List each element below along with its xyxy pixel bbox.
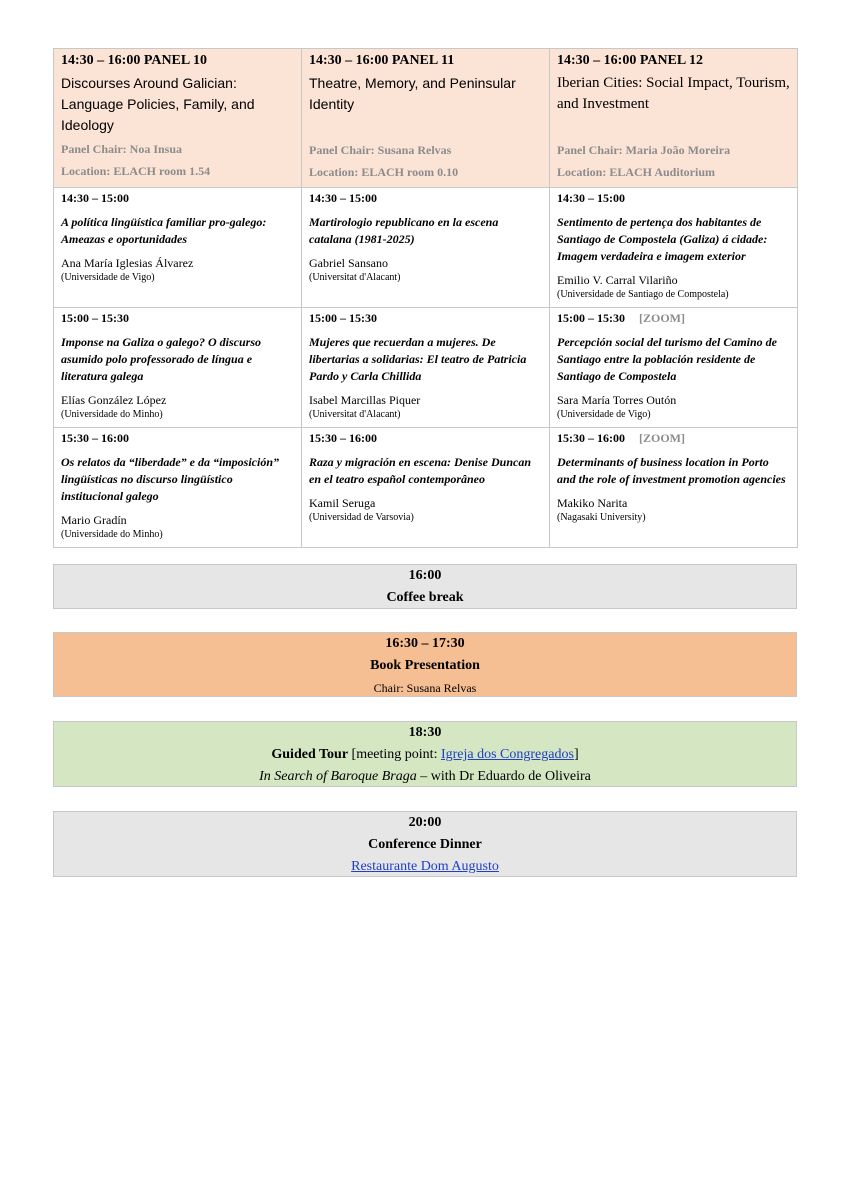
speaker-name: Kamil Seruga bbox=[309, 496, 376, 510]
panel-title: Discourses Around Galician: Language Policies, Family, and Ideology bbox=[61, 75, 255, 133]
panel-chair: Panel Chair: Susana Relvas bbox=[309, 143, 452, 157]
slot-cell bbox=[302, 188, 550, 308]
talk-title: Raza y migración en escena: Denise Duncan en el teatro español contemporâneo bbox=[309, 455, 531, 486]
talk-title: Os relatos da “liberdade” e da “imposición” lingüísticas no discurso lingüístico institucional galego bbox=[61, 455, 279, 503]
slot-cell bbox=[550, 188, 798, 308]
book-label: Book Presentation bbox=[370, 658, 480, 673]
slot-row bbox=[54, 188, 798, 308]
panel-time: 14:30 – 16:00 PANEL 12 bbox=[557, 53, 703, 68]
panel-chair: Panel Chair: Noa Insua bbox=[61, 142, 183, 156]
book-time: 16:30 – 17:30 bbox=[385, 636, 465, 651]
speaker-name: Isabel Marcillas Piquer bbox=[309, 393, 421, 407]
panels-table bbox=[53, 48, 798, 548]
speaker-name: Sara María Torres Outón bbox=[557, 393, 677, 407]
talk-title: Mujeres que recuerdan a mujeres. De libertarias a solidarias: El teatro de Patricia Pardo y Carla Chillida bbox=[309, 335, 527, 383]
slot-time: 15:00 – 15:30 bbox=[61, 311, 129, 325]
slot-time: 15:30 – 16:00 bbox=[557, 431, 625, 445]
panel-11-header bbox=[302, 49, 550, 188]
panel-header-row bbox=[54, 49, 798, 188]
slot-row bbox=[54, 308, 798, 428]
slot-time: 15:00 – 15:30 bbox=[309, 311, 377, 325]
slot-time: 14:30 – 15:00 bbox=[557, 191, 625, 205]
speaker-affiliation: (Universidade do Minho) bbox=[61, 409, 163, 420]
slot-cell bbox=[54, 188, 302, 308]
slot-row bbox=[54, 428, 798, 548]
panel-location: Location: ELACH room 0.10 bbox=[309, 165, 459, 179]
zoom-tag: [ZOOM] bbox=[639, 431, 685, 445]
panel-10-header bbox=[54, 49, 302, 188]
speaker-affiliation: (Universidade de Vigo) bbox=[557, 409, 651, 420]
tour-time: 18:30 bbox=[408, 725, 442, 740]
slot-time: 14:30 – 15:00 bbox=[61, 191, 129, 205]
slot-cell bbox=[550, 428, 798, 548]
book-presentation-box bbox=[53, 632, 797, 697]
slot-cell bbox=[302, 308, 550, 428]
slot-cell bbox=[54, 308, 302, 428]
slot-time: 14:30 – 15:00 bbox=[309, 191, 377, 205]
slot-cell bbox=[550, 308, 798, 428]
panel-location: Location: ELACH room 1.54 bbox=[61, 164, 211, 178]
speaker-affiliation: (Universidad de Varsovia) bbox=[309, 512, 414, 523]
speaker-name: Gabriel Sansano bbox=[309, 256, 388, 270]
tour-label: Guided Tour bbox=[271, 747, 349, 762]
speaker-affiliation: (Universidade de Vigo) bbox=[61, 272, 155, 283]
zoom-tag: [ZOOM] bbox=[639, 311, 685, 325]
coffee-break-box bbox=[53, 564, 797, 609]
coffee-time: 16:00 bbox=[408, 568, 442, 583]
tour-meeting-prefix: [meeting point: bbox=[351, 747, 441, 762]
guided-tour-box bbox=[53, 721, 797, 787]
speaker-affiliation: (Universidade do Minho) bbox=[61, 529, 163, 540]
speaker-affiliation: (Universitat d'Alacant) bbox=[309, 272, 401, 283]
panel-title: Iberian Cities: Social Impact, Tourism, and Investment bbox=[557, 75, 790, 112]
dinner-time: 20:00 bbox=[408, 815, 442, 830]
speaker-name: Mario Gradín bbox=[61, 513, 127, 527]
speaker-affiliation: (Universitat d'Alacant) bbox=[309, 409, 401, 420]
slot-time: 15:30 – 16:00 bbox=[309, 431, 377, 445]
slot-cell bbox=[302, 428, 550, 548]
slot-cell bbox=[54, 428, 302, 548]
restaurant-link[interactable]: Restaurante Dom Augusto bbox=[351, 859, 499, 874]
speaker-name: Makiko Narita bbox=[557, 496, 628, 510]
conference-dinner-box bbox=[53, 811, 797, 877]
coffee-label: Coffee break bbox=[386, 590, 464, 605]
talk-title: Percepción social del turismo del Camino de Santiago entre la población residente de Santiago de Compostela bbox=[557, 335, 777, 383]
panel-title: Theatre, Memory, and Peninsular Identity bbox=[309, 75, 516, 112]
slot-time: 15:30 – 16:00 bbox=[61, 431, 129, 445]
panel-time: 14:30 – 16:00 PANEL 10 bbox=[61, 53, 207, 68]
talk-title: Determinants of business location in Porto and the role of investment promotion agencies bbox=[557, 455, 786, 486]
dinner-label: Conference Dinner bbox=[368, 837, 482, 852]
panel-time: 14:30 – 16:00 PANEL 11 bbox=[309, 53, 455, 68]
tour-subtitle-italic: In Search of Baroque Braga bbox=[259, 769, 417, 784]
speaker-name: Elías González López bbox=[61, 393, 167, 407]
speaker-affiliation: (Universidade de Santiago de Compostela) bbox=[557, 289, 729, 300]
talk-title: Imponse na Galiza o galego? O discurso asumido polo professorado de língua e literatura galega bbox=[61, 335, 262, 383]
speaker-name: Emilio V. Carral Vilariño bbox=[557, 273, 678, 287]
book-chair: Chair: Susana Relvas bbox=[373, 681, 477, 695]
tour-meeting-suffix: ] bbox=[573, 747, 579, 762]
talk-title: Martirologio republicano en la escena catalana (1981-2025) bbox=[309, 215, 499, 246]
panel-location: Location: ELACH Auditorium bbox=[557, 165, 716, 179]
tour-subtitle-rest: – with Dr Eduardo de Oliveira bbox=[416, 769, 591, 784]
slot-time: 15:00 – 15:30 bbox=[557, 311, 625, 325]
panel-12-header bbox=[550, 49, 798, 188]
meeting-point-link[interactable]: Igreja dos Congregados bbox=[440, 747, 574, 762]
talk-title: A política lingüística familiar pro-galego: Ameazas e oportunidades bbox=[61, 215, 267, 246]
talk-title: Sentimento de pertença dos habitantes de Santiago de Compostela (Galiza) á cidade: Imagem verdadeira e imagem exterior bbox=[557, 215, 768, 263]
speaker-affiliation: (Nagasaki University) bbox=[557, 512, 646, 523]
speaker-name: Ana María Iglesias Álvarez bbox=[61, 256, 194, 270]
panel-chair: Panel Chair: Maria João Moreira bbox=[557, 143, 731, 157]
